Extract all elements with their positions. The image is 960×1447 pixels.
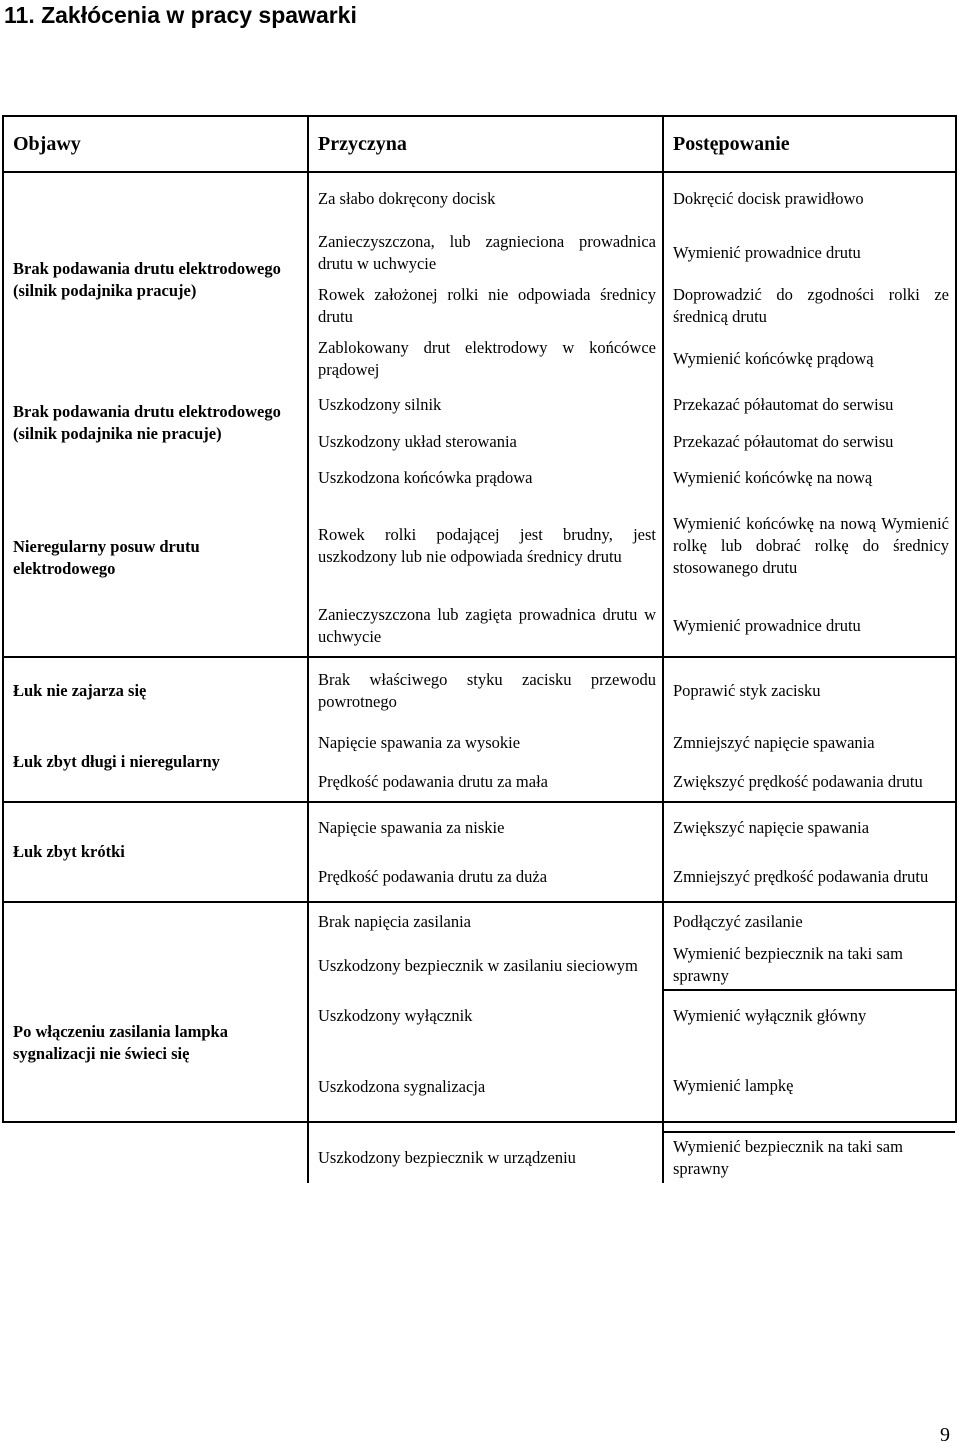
action-cell: Wymienić końcówkę na nową Wymienić rolkę lub dobrać rolkę do średnicy stosowanego drutu <box>673 514 949 577</box>
cause-cell: Prędkość podawania drutu za duża <box>309 853 664 903</box>
action-cell: Przekazać półautomat do serwisu <box>673 395 894 414</box>
cause-cell: Zanieczyszczona, lub zagnieciona prowadnica drutu w uchwycie <box>309 225 664 281</box>
action-cell: Wymienić końcówkę na nową <box>673 468 873 487</box>
header-symptoms: Objawy <box>4 117 309 173</box>
cause-cell: Uszkodzony silnik <box>309 386 664 424</box>
symptom-cell: Brak podawania drutu elektrodowego (silnik podajnika pracuje) <box>4 173 309 386</box>
cause-cell: Uszkodzony układ sterowania <box>309 424 664 460</box>
troubleshooting-table <box>2 115 957 1178</box>
cause-cell: Rowek rolki podającej jest brudny, jest uszkodzony lub nie odpowiada średnicy drutu <box>309 496 664 596</box>
cause-cell: Prędkość podawania drutu za mała <box>309 763 664 803</box>
action-cell: Doprowadzić do zgodności rolki ze średnicą drutu <box>673 285 949 326</box>
cause-cell: Za słabo dokręcony docisk <box>309 173 664 225</box>
cause-cell: Uszkodzona sygnalizacja <box>309 1041 664 1133</box>
action-cell: Wymienić prowadnice drutu <box>673 243 861 262</box>
action-cell: Zwiększyć prędkość podawania drutu <box>664 763 955 803</box>
cause-cell: Rowek założonej rolki nie odpowiada średnicy drutu <box>309 281 664 331</box>
cause-cell: Uszkodzony bezpiecznik w urządzeniu <box>309 1133 664 1183</box>
action-cell: Zwiększyć napięcie spawania <box>673 818 870 837</box>
page-number: 9 <box>940 1424 950 1446</box>
action-cell: Wymienić końcówkę prądową <box>673 348 874 368</box>
cause-cell: Uszkodzony bezpiecznik w zasilaniu sieciowym <box>309 941 664 991</box>
symptom-cell: Nieregularny posuw drutu elektrodowego <box>4 460 309 658</box>
action-cell: Zmniejszyć napięcie spawania <box>673 733 875 752</box>
symptom-cell: Łuk zbyt krótki <box>4 803 309 903</box>
cause-cell: Zablokowany drut elektrodowy w końcówce prądowej <box>309 331 664 386</box>
page-title: 11. Zakłócenia w pracy spawarki <box>4 2 357 28</box>
action-cell: Wymienić bezpiecznik na taki sam sprawny <box>664 941 955 991</box>
header-cause: Przyczyna <box>309 117 664 173</box>
action-cell: Wymienić wyłącznik główny <box>673 1006 867 1025</box>
cause-cell: Brak napięcia zasilania <box>309 903 664 941</box>
symptom-cell: Łuk zbyt długi i nieregularny <box>4 723 309 803</box>
action-cell: Wymienić bezpiecznik na taki sam sprawny <box>673 1137 903 1178</box>
action-cell: Wymienić lampkę <box>664 1041 955 1133</box>
symptom-cell: Po włączeniu zasilania lampka sygnalizacji nie świeci się <box>4 903 309 1183</box>
cause-cell: Brak właściwego styku zacisku przewodu powrotnego <box>309 658 664 723</box>
header-action: Postępowanie <box>664 117 955 173</box>
action-cell: Przekazać półautomat do serwisu <box>673 432 894 451</box>
cause-cell: Uszkodzony wyłącznik <box>309 991 664 1041</box>
symptom-cell: Łuk nie zajarza się <box>4 658 309 723</box>
cause-cell: Napięcie spawania za niskie <box>309 803 664 853</box>
action-cell: Wymienić prowadnice drutu <box>664 596 955 658</box>
action-cell: Dokręcić docisk prawidłowo <box>673 189 864 208</box>
cause-cell: Uszkodzona końcówka prądowa <box>309 460 664 496</box>
action-cell: Poprawić styk zacisku <box>673 680 821 700</box>
symptom-cell: Brak podawania drutu elektrodowego (silnik podajnika nie pracuje) <box>4 386 309 460</box>
action-cell: Zmniejszyć prędkość podawania drutu <box>664 853 955 903</box>
action-cell: Podłączyć zasilanie <box>673 912 803 931</box>
cause-cell: Napięcie spawania za wysokie <box>309 723 664 763</box>
cause-cell: Zanieczyszczona lub zagięta prowadnica drutu w uchwycie <box>309 596 664 658</box>
